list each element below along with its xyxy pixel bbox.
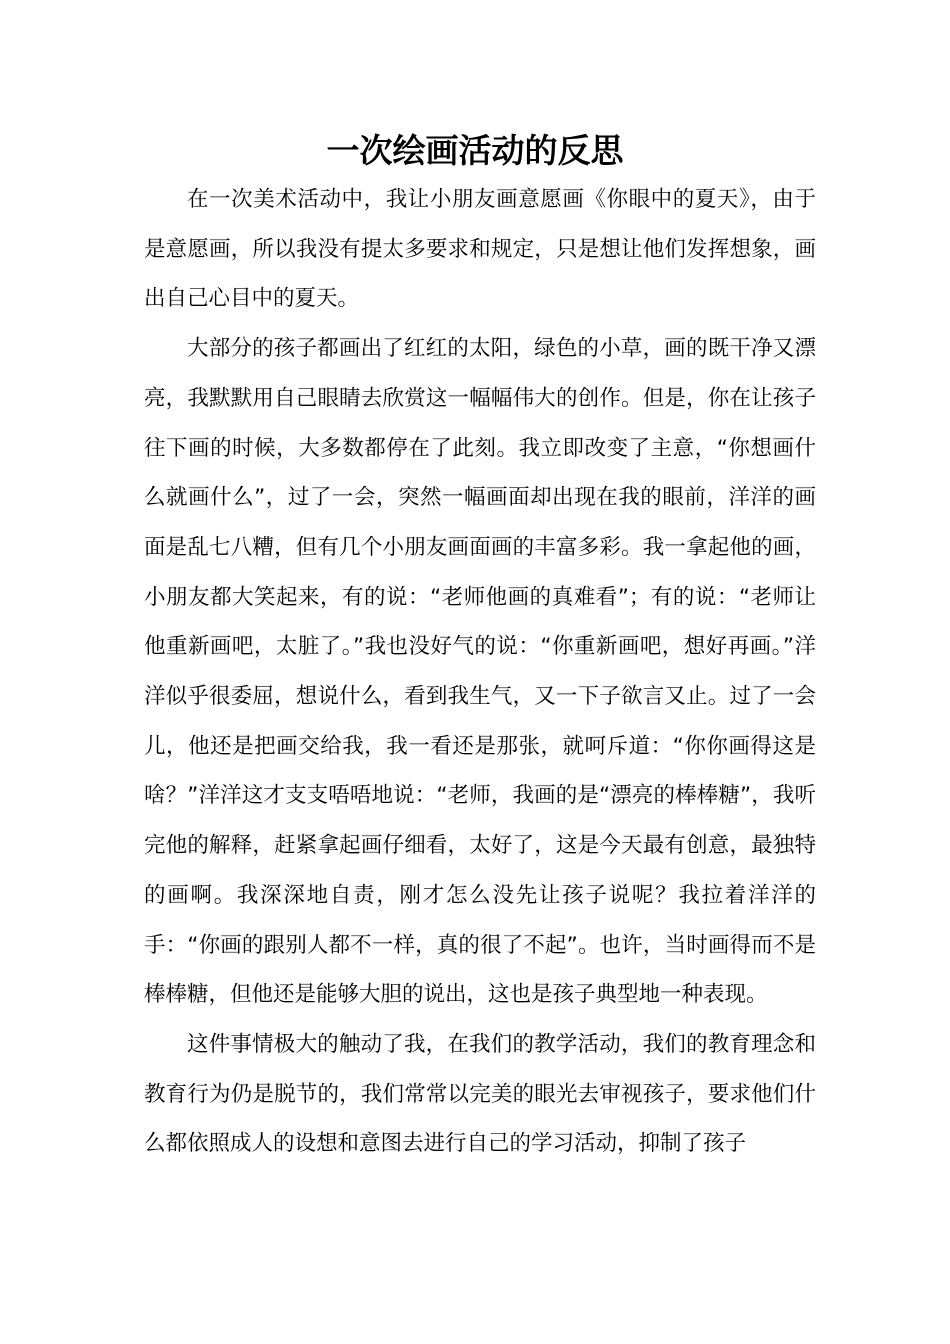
document-body xyxy=(144,175,816,1169)
paragraph-intro: 在一次美术活动中，我让小朋友画意愿画《你眼中的夏天》，由于是意愿画，所以我没有提太多要求和规定，只是想让他们发挥想象，画出自己心目中的夏天。 xyxy=(144,187,816,312)
paragraph-reflection: 这件事情极大的触动了我，在我们的教学活动，我们的教育理念和教育行为仍是脱节的，我们常常以完美的眼光去审视孩子，要求他们什么都依照成人的设想和意图去进行自己的学习活动，抑制了孩子 xyxy=(144,1031,816,1157)
document-title: 一次绘画活动的反思 xyxy=(326,131,624,170)
paragraph-story: 大部分的孩子都画出了红红的太阳，绿色的小草，画的既干净又漂亮，我默默用自己眼睛去欣赏这一幅幅伟大的创作。但是，你在让孩子往下画的时候，大多数都停在了此刻。我立即改变了主意，“你想画什么就画什么”，过了一会，突然一幅画面却出现在我的眼前，洋洋的画面是乱七八糟，但有几个小朋友画面画的丰富多彩。我一拿起他的画，小朋友都大笑起来，有的说：“老师他画的真难看”；有的说：“老师让他重新画吧，太脏了。”我也没好气的说：“你重新画吧，想好再画。”洋洋似乎很委屈，想说什么，看到我生气，又一下子欲言又止。过了一会儿，他还是把画交给我，我一看还是那张，就呵斥道：“你你画得这是啥？”洋洋这才支支唔唔地说：“老师，我画的是“漂亮的棒棒糖”，我听完他的解释，赶紧拿起画仔细看，太好了，这是今天最有创意，最独特的画啊。我深深地自责，刚才怎么没先让孩子说呢？我拉着洋洋的手：“你画的跟别人都不一样，真的很了不起”。也许，当时画得而不是棒棒糖，但他还是能够大胆的说出，这也是孩子典型地一种表现。 xyxy=(144,336,816,1008)
